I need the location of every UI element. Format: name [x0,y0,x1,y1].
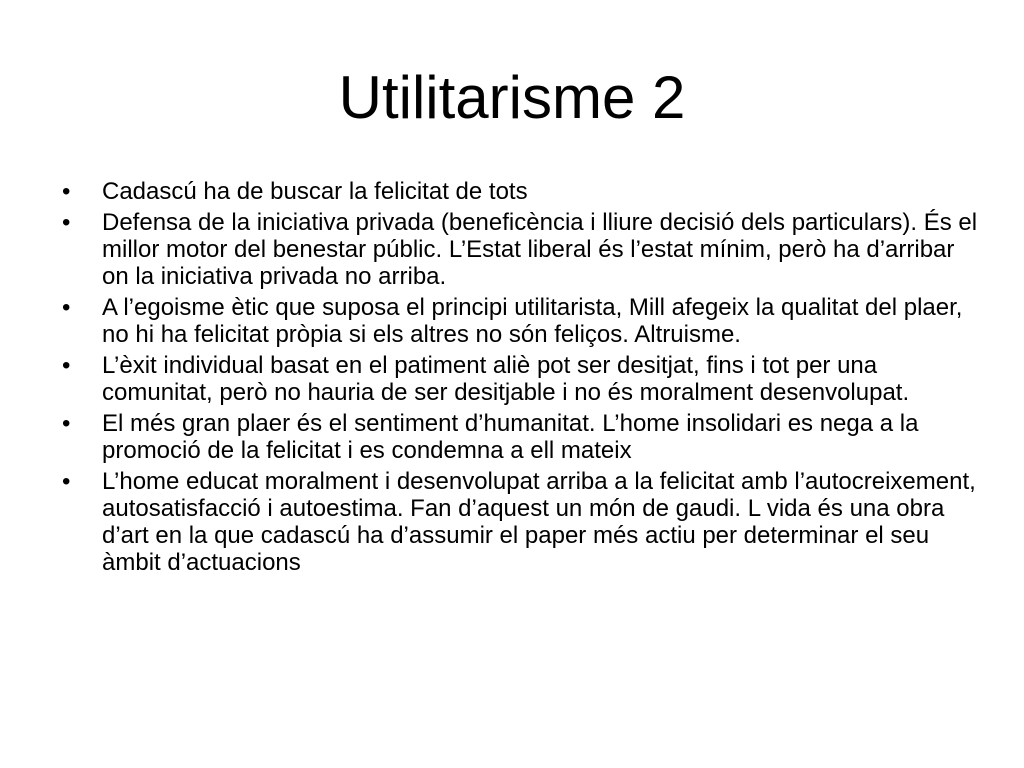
bullet-item [62,410,982,464]
bullet-text: L’home educat moralment i desenvolupat arriba a la felicitat amb l’autocreixement, autosatisfacció i autoestima. Fan d’aquest un món de gaudi. L vida és una obra d’art en la que cadascú ha d’assumir el paper més actiu per determinar el seu àmbit d’actuacions [102,468,976,576]
bullet-text: Defensa de la iniciativa privada (beneficència i lliure decisió dels particulars). És el millor motor del benestar públic. L’Estat liberal és l’estat mínim, però ha d’arribar on la iniciativa privada no arriba. [102,209,978,290]
bullet-list [62,178,982,580]
bullet-text: Cadascú ha de buscar la felicitat de tots [102,178,528,205]
bullet-icon: • [62,352,71,379]
bullet-item [62,178,982,205]
slide-title: Utilitarisme 2 [338,64,686,131]
bullet-icon: • [62,468,71,495]
bullet-icon: • [62,209,71,236]
bullet-icon: • [62,178,71,205]
bullet-item [62,294,982,348]
bullet-item [62,209,982,290]
bullet-text: A l’egoisme ètic que suposa el principi utilitarista, Mill afegeix la qualitat del plaer, no hi ha felicitat pròpia si els altres no són feliços. Altruisme. [102,294,963,348]
bullet-item [62,468,982,576]
bullet-text: L’èxit individual basat en el patiment aliè pot ser desitjat, fins i tot per una comunitat, però no hauria de ser desitjable i no és moralment desenvolupat. [102,352,910,406]
bullet-icon: • [62,294,71,321]
bullet-item [62,352,982,406]
bullet-text: El més gran plaer és el sentiment d’humanitat. L’home insolidari es nega a la promoció de la felicitat i es condemna a ell mateix [102,410,919,464]
bullet-icon: • [62,410,71,437]
